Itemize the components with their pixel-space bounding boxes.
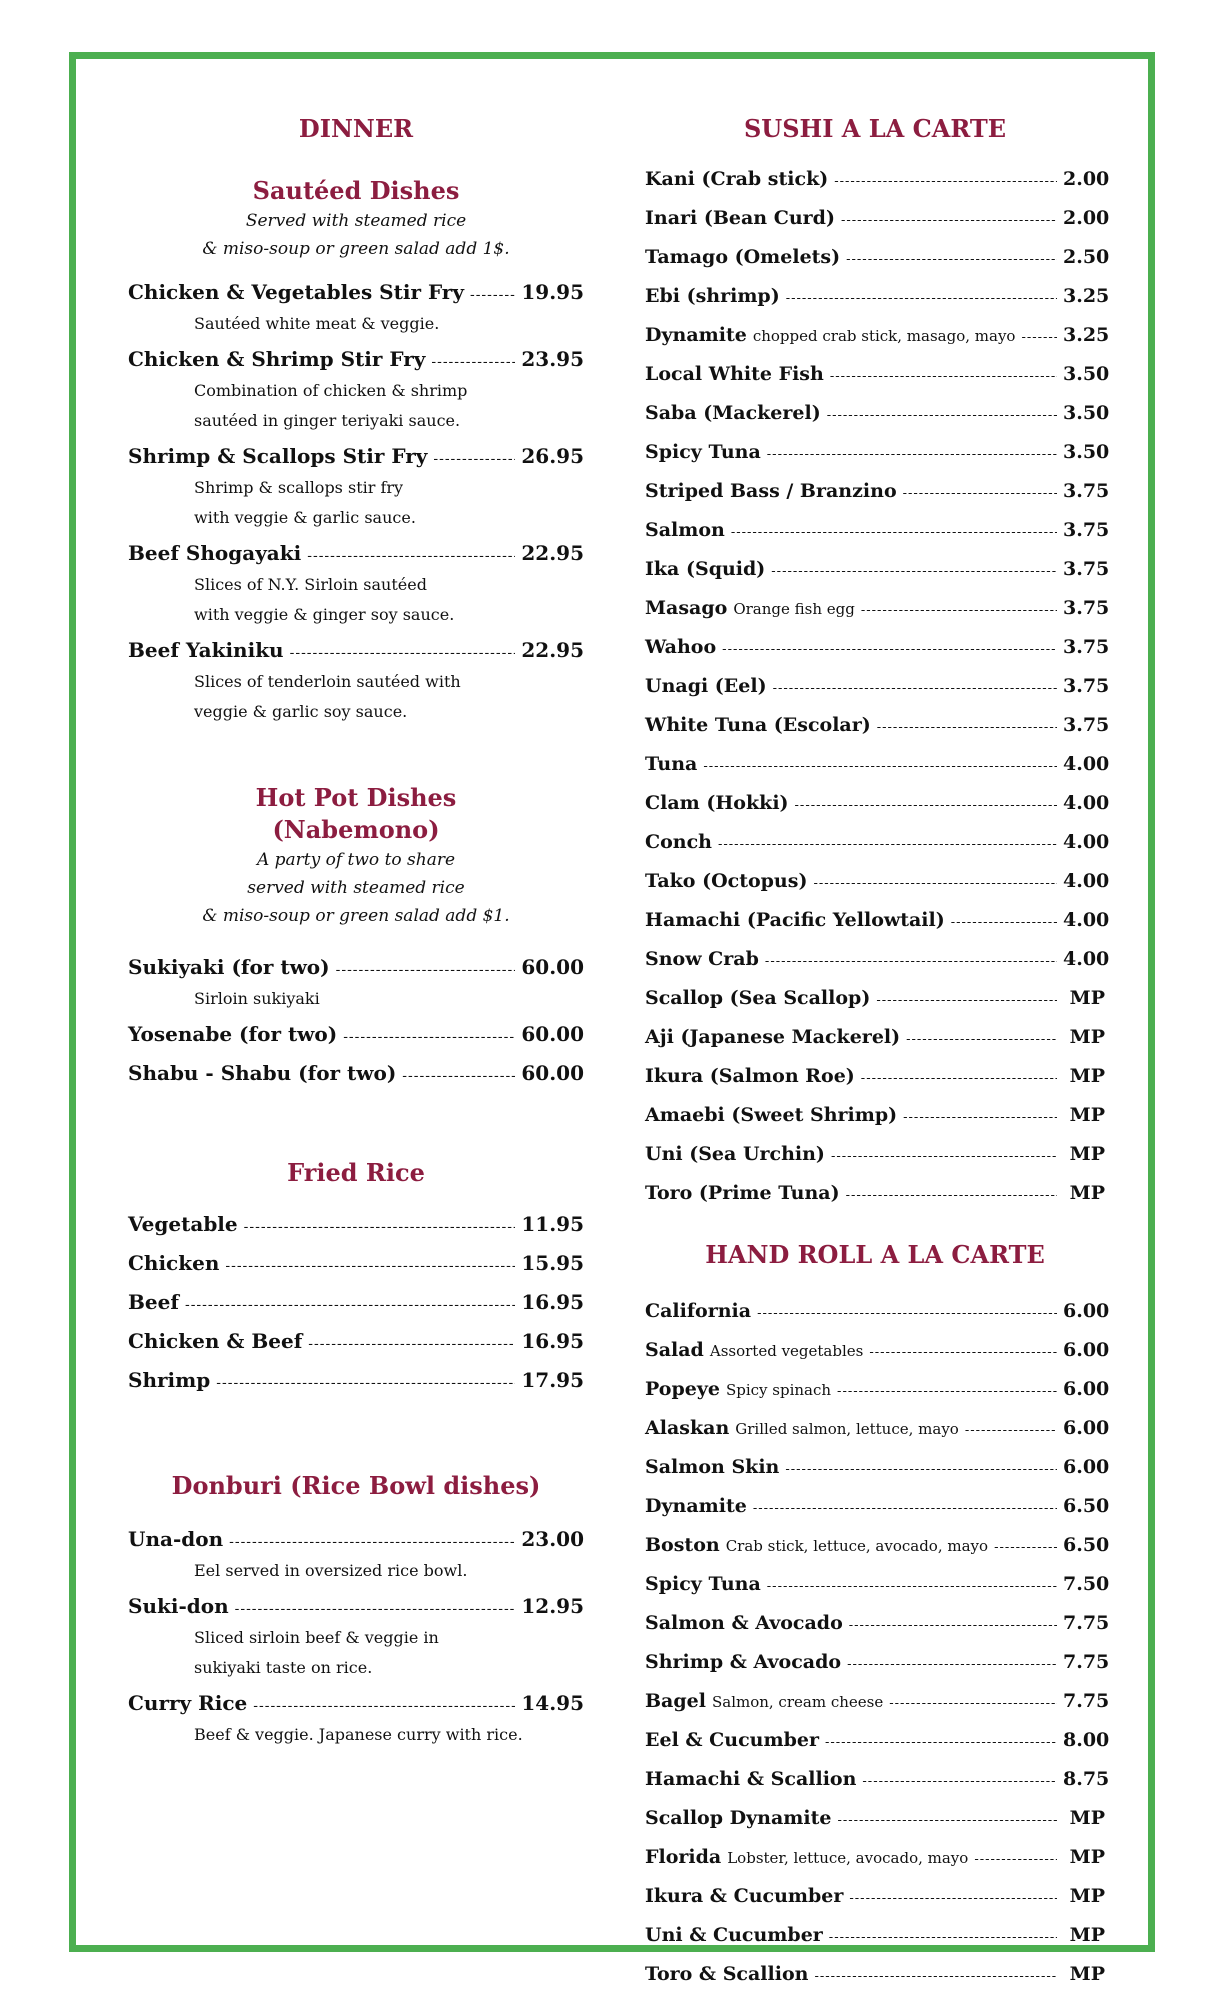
- hotpot-title-2: (Nabemono): [272, 815, 440, 844]
- menu-item-name: Inari (Bean Curd): [645, 207, 835, 229]
- menu-item-row: [128, 952, 584, 985]
- menu-item-row: [645, 629, 1110, 668]
- dotted-leader: [244, 1212, 516, 1242]
- menu-item-price: 7.75: [1063, 1651, 1110, 1673]
- menu-item-row: [645, 941, 1110, 980]
- menu-item-row: [645, 1488, 1110, 1527]
- dotted-leader: [786, 281, 1057, 317]
- menu-item-price: 12.95: [521, 1594, 584, 1618]
- dotted-leader: [718, 827, 1057, 863]
- menu-item-description: sautéed in ginger teriyaki sauce.: [194, 411, 461, 430]
- menu-item-row: [645, 824, 1110, 863]
- menu-item-name: Bagel: [645, 1690, 706, 1712]
- menu-item-description: Grilled salmon, lettuce, mayo: [735, 1420, 959, 1438]
- menu-item-price: 16.95: [521, 1329, 584, 1353]
- menu-item-row: [128, 1524, 584, 1557]
- menu-item-row: [645, 1371, 1110, 1410]
- menu-item-price: 6.00: [1063, 1339, 1110, 1361]
- menu-item-description: Sirloin sukiyaki: [194, 989, 320, 1008]
- menu-item-price: 26.95: [521, 444, 584, 468]
- menu-item-name: Salmon Skin: [645, 1456, 780, 1478]
- menu-item-row: [128, 1248, 584, 1281]
- menu-item-name: Eel & Cucumber: [645, 1729, 819, 1751]
- menu-item-name: Yosenabe (for two): [128, 1022, 338, 1046]
- menu-item-name: Chicken & Vegetables Stir Fry: [128, 280, 464, 304]
- dotted-leader: [974, 1842, 1057, 1878]
- menu-item-price: 19.95: [521, 280, 584, 304]
- dotted-leader: [965, 1413, 1057, 1449]
- menu-item-description: veggie & garlic soy sauce.: [194, 702, 408, 721]
- menu-item-price: 3.25: [1063, 285, 1110, 307]
- menu-item-row: [645, 1097, 1105, 1136]
- dotted-leader: [825, 1725, 1057, 1761]
- menu-item-name: Ikura (Salmon Roe): [645, 1065, 855, 1087]
- menu-item-row: [128, 1058, 584, 1091]
- dotted-leader: [847, 1647, 1057, 1683]
- menu-item-row: [128, 1365, 584, 1398]
- menu-item-price: 3.50: [1063, 402, 1110, 424]
- menu-item-price: MP: [1069, 1026, 1105, 1048]
- sushi-list: [645, 161, 1110, 1214]
- menu-item-name: Ebi (shrimp): [645, 285, 780, 307]
- menu-item-price: MP: [1069, 1885, 1105, 1907]
- menu-item-name: Aji (Japanese Mackerel): [645, 1026, 901, 1048]
- menu-item-row: [645, 1956, 1105, 1995]
- dotted-leader: [814, 1959, 1057, 1995]
- menu-item-price: 22.95: [521, 541, 584, 565]
- menu-item-row: [645, 200, 1110, 239]
- fried-rice-title: Fried Rice: [287, 1158, 425, 1187]
- menu-item-name: Amaebi (Sweet Shrimp): [645, 1104, 898, 1126]
- menu-item-row: [128, 344, 584, 377]
- dotted-leader: [869, 1335, 1057, 1371]
- sauteed-note-1: Served with steamed rice: [245, 211, 467, 231]
- menu-item-description: Eel served in oversized rice bowl.: [194, 1561, 468, 1580]
- menu-item-name: Scallop Dynamite: [645, 1807, 832, 1829]
- menu-item-description: Beef & veggie. Japanese curry with rice.: [194, 1725, 523, 1744]
- menu-item-price: 6.50: [1063, 1534, 1110, 1556]
- dotted-leader: [830, 359, 1057, 395]
- menu-item-name: Salmon & Avocado: [645, 1612, 843, 1634]
- menu-item-name: Uni & Cucumber: [645, 1924, 823, 1946]
- menu-item-price: 17.95: [521, 1368, 584, 1392]
- menu-item-price: 4.00: [1063, 870, 1110, 892]
- menu-item-row: [645, 785, 1110, 824]
- dotted-leader: [813, 866, 1057, 902]
- menu-item-name: Chicken & Beef: [128, 1329, 303, 1353]
- menu-item-price: 23.00: [521, 1527, 584, 1551]
- menu-item-row: [645, 863, 1110, 902]
- menu-item-row: [645, 161, 1110, 200]
- menu-item-price: MP: [1069, 1807, 1105, 1829]
- menu-item-name: Shrimp & Scallops Stir Fry: [128, 444, 428, 468]
- menu-item-price: 3.75: [1063, 597, 1110, 619]
- dotted-leader: [994, 1530, 1057, 1566]
- menu-item-description: sukiyaki taste on rice.: [194, 1658, 373, 1677]
- menu-item-row: [645, 1019, 1105, 1058]
- menu-item-name: Dynamite: [645, 1495, 747, 1517]
- dotted-leader: [235, 1594, 516, 1624]
- dotted-leader: [229, 1527, 515, 1557]
- menu-item-description: Spicy spinach: [725, 1381, 832, 1399]
- menu-item-row: [645, 473, 1110, 512]
- menu-item-price: 60.00: [521, 955, 584, 979]
- menu-item-price: 8.00: [1063, 1729, 1110, 1751]
- menu-item-name: Chicken: [128, 1251, 220, 1275]
- hotpot-list: [128, 952, 584, 1091]
- menu-item-description: Assorted vegetables: [709, 1342, 864, 1360]
- menu-item-name: Shabu - Shabu (for two): [128, 1061, 397, 1085]
- menu-item-name: Saba (Mackerel): [645, 402, 821, 424]
- menu-item-row: [645, 512, 1110, 551]
- dotted-leader: [767, 1569, 1057, 1605]
- hotpot-note-3: & miso-soup or green salad add $1.: [202, 906, 510, 926]
- menu-item-row: [645, 1917, 1105, 1956]
- dotted-leader: [470, 280, 515, 310]
- menu-item-row: [645, 1683, 1110, 1722]
- handroll-title: HAND ROLL A LA CARTE: [705, 1240, 1045, 1269]
- menu-item-description: chopped crab stick, masago, mayo: [752, 327, 1016, 345]
- menu-item-description: Shrimp & scallops stir fry: [194, 478, 404, 497]
- menu-item-name: Tuna: [645, 753, 698, 775]
- menu-item-row: [128, 1209, 584, 1242]
- menu-item-price: 22.95: [521, 638, 584, 662]
- dotted-leader: [307, 541, 515, 571]
- right-column: [645, 52, 1110, 1995]
- menu-item-description: with veggie & ginger soy sauce.: [194, 605, 455, 624]
- menu-item-price: 3.75: [1063, 636, 1110, 658]
- menu-item-price: 3.75: [1063, 519, 1110, 541]
- menu-item-row: [128, 538, 584, 571]
- menu-item-price: MP: [1069, 1924, 1105, 1946]
- menu-item-name: Boston: [645, 1534, 720, 1556]
- menu-item-price: 3.75: [1063, 714, 1110, 736]
- menu-item-description: Slices of tenderloin sautéed with: [194, 672, 461, 691]
- menu-item-row: [645, 1449, 1110, 1488]
- menu-item-name: Shrimp & Avocado: [645, 1651, 842, 1673]
- menu-item-row: [645, 668, 1110, 707]
- menu-item-row: [645, 590, 1110, 629]
- menu-item-price: 14.95: [521, 1691, 584, 1715]
- menu-item-price: MP: [1069, 1104, 1105, 1126]
- dotted-leader: [185, 1290, 515, 1320]
- menu-item-row: [645, 1410, 1110, 1449]
- menu-item-name: Spicy Tuna: [645, 441, 761, 463]
- menu-item-row: [645, 1839, 1105, 1878]
- menu-item-price: MP: [1069, 987, 1105, 1009]
- donburi-list: [128, 1524, 584, 1749]
- dotted-leader: [861, 1061, 1057, 1097]
- menu-item-row: [645, 1644, 1110, 1683]
- menu-item-price: MP: [1069, 1182, 1105, 1204]
- dotted-leader: [753, 1491, 1057, 1527]
- menu-item-price: 3.25: [1063, 324, 1110, 346]
- menu-item-row: [645, 434, 1110, 473]
- menu-item-price: 7.75: [1063, 1690, 1110, 1712]
- dotted-leader: [765, 944, 1057, 980]
- menu-item-name: Ika (Squid): [645, 558, 766, 580]
- menu-item-row: [645, 1058, 1105, 1097]
- menu-item-name: Alaskan: [645, 1417, 730, 1439]
- menu-item-name: Toro & Scallion: [645, 1963, 809, 1985]
- dotted-leader: [906, 1022, 1057, 1058]
- menu-item-price: 8.75: [1063, 1768, 1110, 1790]
- menu-item-price: 3.75: [1063, 675, 1110, 697]
- dotted-leader: [827, 398, 1057, 434]
- menu-item-description: with veggie & garlic sauce.: [194, 508, 416, 527]
- dotted-leader: [731, 515, 1057, 551]
- menu-item-name: Salmon: [645, 519, 725, 541]
- fried-rice-list: [128, 1209, 584, 1398]
- menu-item-name: Local White Fish: [645, 363, 824, 385]
- dotted-leader: [773, 671, 1057, 707]
- menu-item-price: 3.50: [1063, 363, 1110, 385]
- menu-item-name: Wahoo: [645, 636, 717, 658]
- menu-item-price: 60.00: [521, 1022, 584, 1046]
- menu-item-price: 6.00: [1063, 1456, 1110, 1478]
- menu-item-name: Masago: [645, 597, 728, 619]
- menu-item-row: [645, 1878, 1105, 1917]
- menu-item-price: MP: [1069, 1143, 1105, 1165]
- dotted-leader: [343, 1022, 515, 1052]
- dotted-leader: [846, 1178, 1057, 1214]
- menu-item-name: Curry Rice: [128, 1691, 248, 1715]
- menu-item-name: Beef: [128, 1290, 179, 1314]
- dotted-leader: [722, 632, 1057, 668]
- menu-item-name: Conch: [645, 831, 712, 853]
- menu-item-price: 15.95: [521, 1251, 584, 1275]
- menu-item-name: Hamachi & Scallion: [645, 1768, 857, 1790]
- sauteed-note-2: & miso-soup or green salad add 1$.: [202, 239, 510, 259]
- menu-item-row: [645, 707, 1110, 746]
- menu-item-row: [645, 980, 1105, 1019]
- menu-item-price: 3.75: [1063, 480, 1110, 502]
- menu-item-price: 4.00: [1063, 753, 1110, 775]
- menu-item-name: Chicken & Shrimp Stir Fry: [128, 347, 426, 371]
- menu-item-name: Unagi (Eel): [645, 675, 767, 697]
- menu-item-row: [645, 1566, 1110, 1605]
- menu-item-description: Orange fish egg: [733, 600, 855, 618]
- dotted-leader: [846, 242, 1057, 278]
- menu-item-price: MP: [1069, 1963, 1105, 1985]
- menu-item-row: [645, 1605, 1110, 1644]
- dotted-leader: [903, 476, 1057, 512]
- menu-item-price: 2.00: [1063, 207, 1110, 229]
- menu-item-price: 60.00: [521, 1061, 584, 1085]
- menu-item-name: Sukiyaki (for two): [128, 955, 330, 979]
- menu-item-price: 3.50: [1063, 441, 1110, 463]
- dotted-leader: [253, 1691, 515, 1721]
- menu-item-name: Tamago (Omelets): [645, 246, 841, 268]
- dotted-leader: [308, 1329, 515, 1359]
- menu-item-name: Uni (Sea Urchin): [645, 1143, 825, 1165]
- menu-item-name: Florida: [645, 1846, 722, 1868]
- dotted-leader: [877, 710, 1057, 746]
- menu-item-name: Popeye: [645, 1378, 720, 1400]
- dotted-leader: [767, 437, 1057, 473]
- menu-item-price: MP: [1069, 1065, 1105, 1087]
- dotted-leader: [841, 203, 1057, 239]
- hotpot-note-1: A party of two to share: [256, 850, 456, 870]
- dotted-leader: [431, 347, 515, 377]
- menu-item-price: 6.00: [1063, 1300, 1110, 1322]
- menu-item-name: Dynamite: [645, 324, 747, 346]
- menu-item-description: Sliced sirloin beef & veggie in: [194, 1628, 439, 1647]
- menu-item-name: Snow Crab: [645, 948, 759, 970]
- dotted-leader: [837, 1803, 1057, 1839]
- menu-item-price: MP: [1069, 1846, 1105, 1868]
- menu-item-row: [128, 1591, 584, 1624]
- dotted-leader: [849, 1608, 1057, 1644]
- sushi-title: SUSHI A LA CARTE: [743, 114, 1007, 143]
- menu-item-name: Kani (Crab stick): [645, 168, 829, 190]
- dotted-leader: [336, 955, 516, 985]
- menu-item-name: Una-don: [128, 1527, 224, 1551]
- dotted-leader: [829, 1920, 1057, 1956]
- menu-item-name: Ikura & Cucumber: [645, 1885, 844, 1907]
- menu-item-price: 3.75: [1063, 558, 1110, 580]
- menu-item-row: [645, 1527, 1110, 1566]
- dotted-leader: [1021, 320, 1057, 356]
- menu-item-row: [645, 1332, 1110, 1371]
- menu-item-description: Sautéed white meat & veggie.: [194, 314, 440, 333]
- menu-item-name: Shrimp: [128, 1368, 211, 1392]
- menu-item-price: 6.00: [1063, 1378, 1110, 1400]
- menu-item-description: Slices of N.Y. Sirloin sautéed: [194, 575, 427, 594]
- dotted-leader: [862, 1764, 1057, 1800]
- menu-item-row: [128, 277, 584, 310]
- menu-item-row: [645, 746, 1110, 785]
- dotted-leader: [433, 444, 515, 474]
- menu-item-row: [645, 902, 1110, 941]
- menu-item-name: Clam (Hokki): [645, 792, 789, 814]
- donburi-title: Donburi (Rice Bowl dishes): [171, 1471, 541, 1500]
- dotted-leader: [785, 1452, 1057, 1488]
- menu-item-price: 6.50: [1063, 1495, 1110, 1517]
- dotted-leader: [889, 1686, 1057, 1722]
- menu-item-row: [645, 395, 1110, 434]
- menu-item-name: Scallop (Sea Scallop): [645, 987, 871, 1009]
- dotted-leader: [834, 164, 1057, 200]
- menu-item-row: [645, 239, 1110, 278]
- menu-item-row: [645, 1761, 1110, 1800]
- dotted-leader: [225, 1251, 515, 1281]
- handroll-list: [645, 1293, 1110, 1995]
- dotted-leader: [771, 554, 1057, 590]
- dotted-leader: [903, 1100, 1057, 1136]
- hotpot-title-1: Hot Pot Dishes: [255, 783, 457, 812]
- dotted-leader: [757, 1296, 1057, 1332]
- menu-item-name: Tako (Octopus): [645, 870, 808, 892]
- menu-item-price: 23.95: [521, 347, 584, 371]
- menu-item-row: [128, 1019, 584, 1052]
- dotted-leader: [290, 638, 516, 668]
- sauteed-list: [128, 277, 584, 726]
- menu-item-name: Toro (Prime Tuna): [645, 1182, 840, 1204]
- menu-item-name: Beef Shogayaki: [128, 541, 302, 565]
- menu-item-price: 11.95: [521, 1212, 584, 1236]
- menu-item-name: Striped Bass / Branzino: [645, 480, 897, 502]
- menu-item-row: [128, 441, 584, 474]
- menu-item-price: 2.50: [1063, 246, 1110, 268]
- dotted-leader: [831, 1139, 1057, 1175]
- dotted-leader: [849, 1881, 1057, 1917]
- menu-item-price: 6.00: [1063, 1417, 1110, 1439]
- menu-item-price: 7.50: [1063, 1573, 1110, 1595]
- menu-item-row: [645, 1175, 1105, 1214]
- left-column: [128, 52, 584, 1751]
- menu-item-name: Salad: [645, 1339, 704, 1361]
- menu-item-row: [128, 1287, 584, 1320]
- menu-item-row: [645, 1722, 1110, 1761]
- menu-item-description: Lobster, lettuce, avocado, mayo: [727, 1849, 969, 1867]
- sauteed-title: Sautéed Dishes: [252, 176, 460, 205]
- menu-item-row: [128, 1688, 584, 1721]
- menu-item-name: Vegetable: [128, 1212, 238, 1236]
- menu-item-price: 7.75: [1063, 1612, 1110, 1634]
- dotted-leader: [861, 593, 1057, 629]
- menu-item-price: 4.00: [1063, 792, 1110, 814]
- menu-item-row: [645, 356, 1110, 395]
- dotted-leader: [703, 749, 1057, 785]
- menu-item-name: Spicy Tuna: [645, 1573, 761, 1595]
- menu-item-row: [645, 278, 1110, 317]
- dotted-leader: [837, 1374, 1057, 1410]
- menu-item-description: Combination of chicken & shrimp: [194, 381, 468, 400]
- menu-item-name: Suki-don: [128, 1594, 229, 1618]
- dotted-leader: [216, 1368, 515, 1398]
- menu-item-price: 16.95: [521, 1290, 584, 1314]
- menu-item-price: 4.00: [1063, 909, 1110, 931]
- menu-item-row: [645, 1293, 1110, 1332]
- menu-item-description: Salmon, cream cheese: [711, 1693, 884, 1711]
- menu-item-price: 2.00: [1063, 168, 1110, 190]
- menu-item-name: White Tuna (Escolar): [645, 714, 871, 736]
- menu-item-row: [128, 635, 584, 668]
- menu-item-price: 4.00: [1063, 948, 1110, 970]
- menu-item-row: [645, 1136, 1105, 1175]
- menu-item-name: Hamachi (Pacific Yellowtail): [645, 909, 945, 931]
- dinner-title: DINNER: [298, 114, 414, 143]
- menu-item-price: 4.00: [1063, 831, 1110, 853]
- dotted-leader: [402, 1061, 515, 1091]
- menu-item-row: [645, 551, 1110, 590]
- menu-item-description: Crab stick, lettuce, avocado, mayo: [725, 1537, 989, 1555]
- hotpot-note-2: served with steamed rice: [247, 878, 465, 898]
- menu-item-name: Beef Yakiniku: [128, 638, 284, 662]
- menu-item-name: California: [645, 1300, 752, 1322]
- menu-item-row: [645, 317, 1110, 356]
- dotted-leader: [876, 983, 1057, 1019]
- dotted-leader: [795, 788, 1057, 824]
- menu-item-row: [128, 1326, 584, 1359]
- menu-item-row: [645, 1800, 1105, 1839]
- dotted-leader: [951, 905, 1057, 941]
